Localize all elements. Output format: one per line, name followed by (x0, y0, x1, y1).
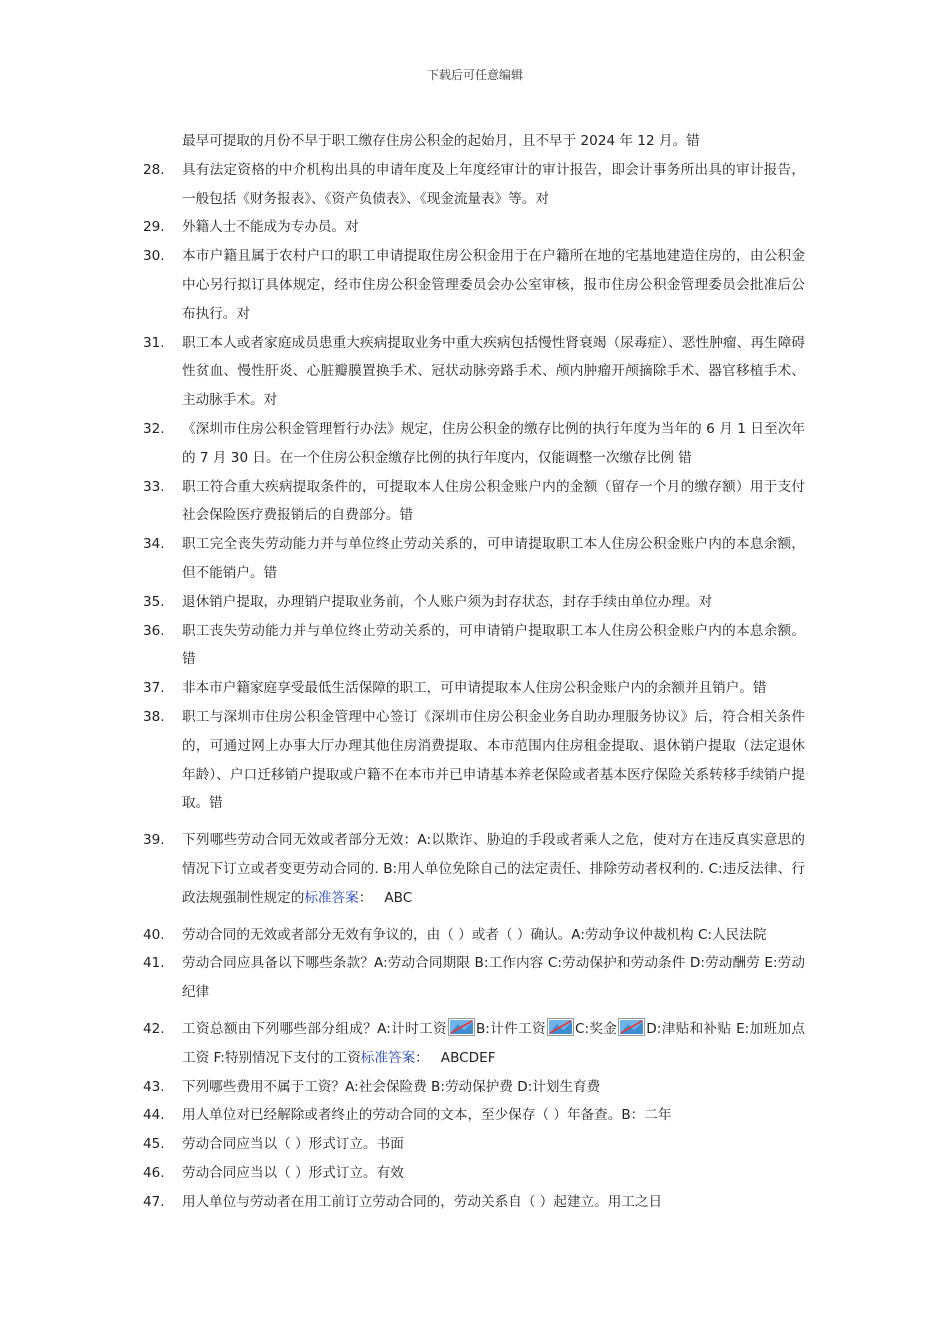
item-text: 劳动合同应当以（ ）形式订立。有效 (182, 1164, 404, 1181)
answer-value: ABCDEF (440, 1049, 496, 1066)
item-text: 外籍人士不能成为专办员。对 (182, 219, 359, 236)
item-number: 29. (143, 219, 165, 236)
broken-image-icon (448, 1018, 475, 1036)
answer-value: ABC (384, 889, 413, 906)
item-text: 退休销户提取，办理销户提取业务前，个人账户须为封存状态，封存手续由单位办理。对 (182, 593, 713, 610)
item-number: 32. (143, 420, 165, 437)
item-text: 下列哪些费用不属于工资？A:社会保险费 B:劳动保护费 D:计划生育费 (182, 1078, 601, 1095)
list-item (143, 703, 805, 818)
item-number: 31. (143, 334, 165, 351)
item-text: 非本市户籍家庭享受最低生活保障的职工，可申请提取本人住房公积金账户内的余额并且销户。错 (182, 680, 767, 697)
item-text: 职工完全丧失劳动能力并与单位终止劳动关系的，可申请提取职工本人住房公积金账户内的本息余额，但不能销户。错 (182, 536, 805, 581)
list-item (143, 826, 805, 912)
broken-image-icon (618, 1018, 645, 1036)
page-header: 下载后可任意编辑 (426, 68, 523, 82)
item-text: 下列哪些劳动合同无效或者部分无效：A:以欺诈、胁迫的手段或者乘人之危，使对方在违反真实意思的情况下订立或者变更劳动合同的. B:用人单位免除自己的法定责任、排除劳动者权利的. C:违反法律、行政法规强制性规定的标准答案： ABC (182, 832, 805, 906)
item-number: 42. (143, 1020, 165, 1037)
list-item (143, 473, 805, 531)
item-text: 本市户籍且属于农村户口的职工申请提取住房公积金用于在户籍所在地的宅基地建造住房的，由公积金中心另行拟订具体规定，经市住房公积金管理委员会办公室审核，报市住房公积金管理委员会批准后公布执行。对 (182, 248, 805, 322)
standard-answer-link[interactable]: 标准答案 (304, 889, 359, 906)
list-item (143, 415, 805, 473)
item-number: 30. (143, 248, 165, 265)
item-number: 34. (143, 536, 165, 553)
list-item (143, 127, 805, 156)
item-text: 《深圳市住房公积金管理暂行办法》规定，住房公积金的缴存比例的执行年度为当年的 6 月 1 日至次年的 7 月 30 日。在一个住房公积金缴存比例的执行年度内，仅能调整一次缴存比例 错 (182, 420, 805, 466)
continuation-text: 最早可提取的月份不早于职工缴存住房公积金的起始月，且不早于 2024 年 12 月。错 (182, 133, 700, 149)
item-number: 33. (143, 478, 165, 495)
item-text: 劳动合同的无效或者部分无效有争议的，由（ ）或者（ ）确认。A:劳动争议仲裁机构 C:人民法院 (182, 926, 767, 943)
item-text: 职工丧失劳动能力并与单位终止劳动关系的，可申请销户提取职工本人住房公积金账户内的本息余额。错 (182, 622, 805, 668)
item-text: 职工符合重大疾病提取条件的，可提取本人住房公积金账户内的金额（留存一个月的缴存额）用于支付社会保险医疗费报销后的自费部分。错 (182, 478, 805, 524)
item-text: 劳动合同应当以（ ）形式订立。书面 (182, 1136, 404, 1153)
list-item (143, 617, 805, 675)
list-item (143, 674, 805, 703)
item-text: 用人单位与劳动者在用工前订立劳动合同的，劳动关系自（ ）起建立。用工之日 (182, 1193, 663, 1210)
list-item (143, 1101, 805, 1130)
item-text: 具有法定资格的中介机构出具的申请年度及上年度经审计的审计报告，即会计事务所出具的审计报告，一般包括《财务报表》、《资产负债表》、《现金流量表》等。对 (182, 161, 805, 207)
list-item (143, 921, 805, 950)
list-item (143, 1159, 805, 1188)
item-number: 28. (143, 161, 165, 178)
item-number: 38. (143, 708, 165, 725)
item-number: 43. (143, 1078, 165, 1095)
list-item (143, 1073, 805, 1102)
item-text: 职工与深圳市住房公积金管理中心签订《深圳市住房公积金业务自助办理服务协议》后，符合相关条件的，可通过网上办事大厅办理其他住房消费提取、本市范围内住房租金提取、退休销户提取（法定退休年龄）、户口迁移销户提取或户籍不在本市并已申请基本养老保险或者基本医疗保险关系转移手续销户提取。错 (182, 708, 805, 812)
list-item (143, 1130, 805, 1159)
item-number: 44. (143, 1107, 165, 1124)
list-item (143, 1188, 805, 1217)
item-text: 用人单位对已经解除或者终止的劳动合同的文本，至少保存（ ）年备查。B：二年 (182, 1107, 672, 1124)
item-number: 35. (143, 593, 165, 610)
item-number: 40. (143, 926, 165, 943)
list-item (143, 588, 805, 617)
item-text: 工资总额由下列哪些部分组成？A:计时工资 B:计件工资 C:奖金 D:津贴和补贴 E:加班加点工资 F:特别情况下支付的工资标准答案： ABCDEF (182, 1015, 805, 1073)
list-item (143, 213, 805, 242)
item-number: 39. (143, 832, 165, 849)
item-text: 职工本人或者家庭成员患重大疾病提取业务中重大疾病包括慢性肾衰竭（尿毒症）、恶性肿瘤、再生障碍性贫血、慢性肝炎、心脏瓣膜置换手术、冠状动脉旁路手术、颅内肿瘤开颅摘除手术、器官移植手术、主动脉手术。对 (182, 334, 805, 409)
item-number: 36. (143, 622, 165, 639)
list-item (143, 1015, 805, 1073)
list-item (143, 156, 805, 214)
document-body (143, 127, 805, 1216)
item-number: 37. (143, 680, 165, 697)
list-item (143, 329, 805, 415)
item-number: 47. (143, 1193, 165, 1210)
list-item (143, 530, 805, 588)
list-item (143, 949, 805, 1007)
item-number: 45. (143, 1136, 165, 1153)
broken-image-icon (547, 1018, 574, 1036)
item-number: 41. (143, 955, 165, 972)
standard-answer-link[interactable]: 标准答案 (360, 1049, 416, 1066)
item-text: 劳动合同应具备以下哪些条款？A:劳动合同期限 B:工作内容 C:劳动保护和劳动条件 D:劳动酬劳 E:劳动纪律 (182, 955, 805, 1001)
item-number: 46. (143, 1164, 165, 1181)
list-item (143, 242, 805, 328)
